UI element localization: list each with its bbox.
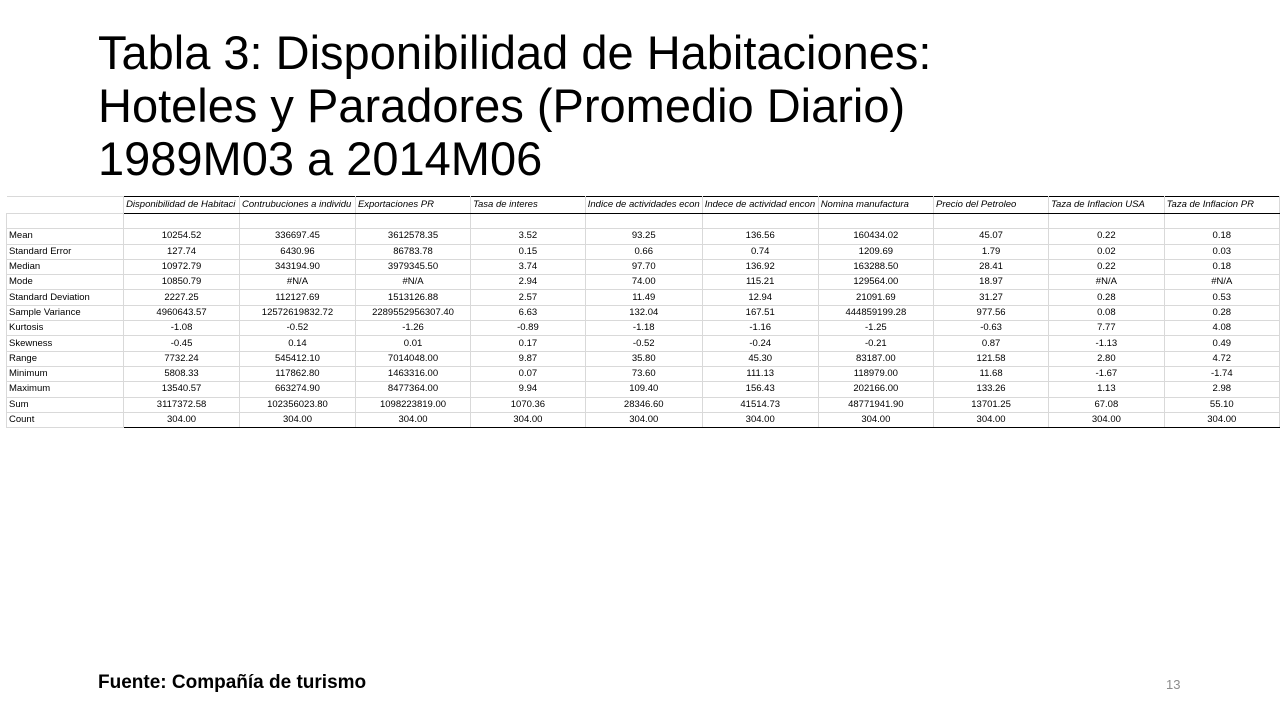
table-cell: 112127.69 xyxy=(240,290,356,305)
table-cell: 10972.79 xyxy=(124,259,240,274)
table-cell: 102356023.80 xyxy=(240,397,356,412)
table-cell: 18.97 xyxy=(934,275,1049,290)
column-header: Indece de actividad encon xyxy=(702,197,818,214)
row-label: Minimum xyxy=(7,366,124,381)
table-cell: 304.00 xyxy=(1049,412,1164,427)
table-cell: -1.13 xyxy=(1049,336,1164,351)
row-label: Count xyxy=(7,412,124,427)
table-cell: 132.04 xyxy=(585,305,702,320)
table-cell: 31.27 xyxy=(934,290,1049,305)
statistics-table-image xyxy=(6,196,1280,438)
blank-cell xyxy=(355,214,470,229)
table-cell: 48771941.90 xyxy=(818,397,933,412)
table-cell: 304.00 xyxy=(124,412,240,427)
table-cell: 977.56 xyxy=(934,305,1049,320)
table-cell: 121.58 xyxy=(934,351,1049,366)
table-cell: -0.24 xyxy=(702,336,818,351)
table-cell: 0.01 xyxy=(355,336,470,351)
table-cell: 136.92 xyxy=(702,259,818,274)
column-header: Taza de Inflacion PR xyxy=(1164,197,1279,214)
table-cell: 12572619832.72 xyxy=(240,305,356,320)
table-cell: 0.15 xyxy=(471,244,586,259)
table-cell: 0.49 xyxy=(1164,336,1279,351)
row-label: Maximum xyxy=(7,382,124,397)
table-cell: 6430.96 xyxy=(240,244,356,259)
blank-cell xyxy=(471,214,586,229)
table-cell: 10850.79 xyxy=(124,275,240,290)
table-cell: 1209.69 xyxy=(818,244,933,259)
table-cell: 0.28 xyxy=(1049,290,1164,305)
row-label: Standard Deviation xyxy=(7,290,124,305)
table-cell: 7.77 xyxy=(1049,321,1164,336)
table-cell: #N/A xyxy=(240,275,356,290)
table-cell: 67.08 xyxy=(1049,397,1164,412)
row-label: Skewness xyxy=(7,336,124,351)
table-cell: -0.21 xyxy=(818,336,933,351)
blank-cell xyxy=(240,214,356,229)
table-cell: 28.41 xyxy=(934,259,1049,274)
column-header: Precio del Petroleo xyxy=(934,197,1049,214)
table-cell: 304.00 xyxy=(585,412,702,427)
table-cell: 0.22 xyxy=(1049,229,1164,244)
blank-cell xyxy=(934,214,1049,229)
page-number: 13 xyxy=(1166,677,1181,692)
slide-title-line-3: 1989M03 a 2014M06 xyxy=(98,132,543,185)
table-cell: 304.00 xyxy=(240,412,356,427)
table-cell: 163288.50 xyxy=(818,259,933,274)
table-cell: 0.74 xyxy=(702,244,818,259)
table-cell: 0.87 xyxy=(934,336,1049,351)
table-cell: -0.45 xyxy=(124,336,240,351)
table-cell: 304.00 xyxy=(818,412,933,427)
table-cell: 109.40 xyxy=(585,382,702,397)
table-cell: 0.18 xyxy=(1164,259,1279,274)
table-row xyxy=(7,336,1280,351)
table-cell: 545412.10 xyxy=(240,351,356,366)
table-cell: 202166.00 xyxy=(818,382,933,397)
column-header: Taza de Inflacion USA xyxy=(1049,197,1164,214)
table-cell: 1.13 xyxy=(1049,382,1164,397)
descriptive-statistics-table xyxy=(6,196,1280,428)
table-row xyxy=(7,321,1280,336)
slide-title-line-1: Tabla 3: Disponibilidad de Habitaciones: xyxy=(98,26,932,79)
blank-cell xyxy=(818,214,933,229)
column-header: Tasa de interes xyxy=(471,197,586,214)
table-cell: -1.67 xyxy=(1049,366,1164,381)
table-cell: 4.72 xyxy=(1164,351,1279,366)
blank-cell xyxy=(1164,214,1279,229)
row-label: Standard Error xyxy=(7,244,124,259)
table-cell: 10254.52 xyxy=(124,229,240,244)
table-cell: 12.94 xyxy=(702,290,818,305)
blank-cell xyxy=(124,214,240,229)
table-cell: 0.18 xyxy=(1164,229,1279,244)
table-cell: 1070.36 xyxy=(471,397,586,412)
table-cell: -0.89 xyxy=(471,321,586,336)
table-cell: 1098223819.00 xyxy=(355,397,470,412)
table-cell: 133.26 xyxy=(934,382,1049,397)
table-cell: 118979.00 xyxy=(818,366,933,381)
table-cell: 0.66 xyxy=(585,244,702,259)
table-cell: -1.08 xyxy=(124,321,240,336)
table-cell: 73.60 xyxy=(585,366,702,381)
table-cell: 21091.69 xyxy=(818,290,933,305)
table-cell: 83187.00 xyxy=(818,351,933,366)
table-cell: 28346.60 xyxy=(585,397,702,412)
table-row xyxy=(7,244,1280,259)
slide-title xyxy=(98,26,1198,185)
table-cell: 3979345.50 xyxy=(355,259,470,274)
blank-cell xyxy=(585,214,702,229)
table-cell: -0.52 xyxy=(240,321,356,336)
table-cell: 0.08 xyxy=(1049,305,1164,320)
table-row xyxy=(7,259,1280,274)
row-label: Range xyxy=(7,351,124,366)
table-cell: 5808.33 xyxy=(124,366,240,381)
table-cell: -1.25 xyxy=(818,321,933,336)
table-body xyxy=(7,214,1280,428)
table-cell: 41514.73 xyxy=(702,397,818,412)
table-cell: 2.80 xyxy=(1049,351,1164,366)
table-cell: 6.63 xyxy=(471,305,586,320)
table-cell: 336697.45 xyxy=(240,229,356,244)
row-label: Kurtosis xyxy=(7,321,124,336)
table-cell: 136.56 xyxy=(702,229,818,244)
table-cell: -0.63 xyxy=(934,321,1049,336)
table-cell: 55.10 xyxy=(1164,397,1279,412)
table-cell: 7732.24 xyxy=(124,351,240,366)
table-cell: 156.43 xyxy=(702,382,818,397)
table-row xyxy=(7,397,1280,412)
column-header: Nomina manufactura xyxy=(818,197,933,214)
table-cell: 7014048.00 xyxy=(355,351,470,366)
column-header: Indice de actividades econ xyxy=(585,197,702,214)
table-cell: 3.74 xyxy=(471,259,586,274)
table-cell: 2.98 xyxy=(1164,382,1279,397)
table-cell: 2.57 xyxy=(471,290,586,305)
table-cell: 4.08 xyxy=(1164,321,1279,336)
table-cell: 304.00 xyxy=(1164,412,1279,427)
table-cell: -0.52 xyxy=(585,336,702,351)
blank-cell xyxy=(1049,214,1164,229)
column-header: Contrubuciones a individu xyxy=(240,197,356,214)
table-header-row xyxy=(7,197,1280,214)
table-cell: 0.17 xyxy=(471,336,586,351)
table-cell: 0.03 xyxy=(1164,244,1279,259)
table-cell: 0.53 xyxy=(1164,290,1279,305)
table-cell: 13701.25 xyxy=(934,397,1049,412)
table-cell: 35.80 xyxy=(585,351,702,366)
column-header: Disponibilidad de Habitaci xyxy=(124,197,240,214)
table-cell: 3612578.35 xyxy=(355,229,470,244)
row-label: Mean xyxy=(7,229,124,244)
table-cell: 93.25 xyxy=(585,229,702,244)
blank-row xyxy=(7,214,1280,229)
row-label: Median xyxy=(7,259,124,274)
table-cell: #N/A xyxy=(355,275,470,290)
table-cell: 129564.00 xyxy=(818,275,933,290)
row-label-header xyxy=(7,197,124,214)
table-row xyxy=(7,366,1280,381)
column-header: Exportaciones PR xyxy=(355,197,470,214)
table-cell: #N/A xyxy=(1164,275,1279,290)
table-cell: 111.13 xyxy=(702,366,818,381)
row-label: Sum xyxy=(7,397,124,412)
table-cell: 304.00 xyxy=(471,412,586,427)
table-cell: -1.74 xyxy=(1164,366,1279,381)
table-cell: 444859199.28 xyxy=(818,305,933,320)
table-row xyxy=(7,382,1280,397)
table-cell: 343194.90 xyxy=(240,259,356,274)
table-cell: 115.21 xyxy=(702,275,818,290)
table-cell: -1.16 xyxy=(702,321,818,336)
table-row xyxy=(7,275,1280,290)
table-cell: 8477364.00 xyxy=(355,382,470,397)
table-cell: 11.49 xyxy=(585,290,702,305)
table-row xyxy=(7,305,1280,320)
row-label: Mode xyxy=(7,275,124,290)
table-row xyxy=(7,351,1280,366)
table-cell: 0.07 xyxy=(471,366,586,381)
table-cell: 1463316.00 xyxy=(355,366,470,381)
table-cell: 3117372.58 xyxy=(124,397,240,412)
table-cell: 160434.02 xyxy=(818,229,933,244)
table-cell: 9.87 xyxy=(471,351,586,366)
table-row xyxy=(7,290,1280,305)
table-cell: #N/A xyxy=(1049,275,1164,290)
table-cell: -1.18 xyxy=(585,321,702,336)
table-cell: 2289552956307.40 xyxy=(355,305,470,320)
table-cell: 304.00 xyxy=(702,412,818,427)
table-cell: 45.07 xyxy=(934,229,1049,244)
table-cell: 167.51 xyxy=(702,305,818,320)
table-cell: 0.28 xyxy=(1164,305,1279,320)
source-footnote: Fuente: Compañía de turismo xyxy=(98,672,367,693)
table-cell: 2227.25 xyxy=(124,290,240,305)
blank-cell xyxy=(702,214,818,229)
table-cell: 0.22 xyxy=(1049,259,1164,274)
table-cell: 4960643.57 xyxy=(124,305,240,320)
table-cell: 304.00 xyxy=(355,412,470,427)
table-cell: 97.70 xyxy=(585,259,702,274)
table-row xyxy=(7,412,1280,427)
table-cell: 74.00 xyxy=(585,275,702,290)
table-cell: 2.94 xyxy=(471,275,586,290)
table-cell: 0.14 xyxy=(240,336,356,351)
table-cell: 0.02 xyxy=(1049,244,1164,259)
row-label: Sample Variance xyxy=(7,305,124,320)
table-cell: 3.52 xyxy=(471,229,586,244)
table-cell: 86783.78 xyxy=(355,244,470,259)
table-cell: 45.30 xyxy=(702,351,818,366)
table-cell: 9.94 xyxy=(471,382,586,397)
blank-cell xyxy=(7,214,124,229)
table-cell: 127.74 xyxy=(124,244,240,259)
table-cell: 1513126.88 xyxy=(355,290,470,305)
slide-title-line-2: Hoteles y Paradores (Promedio Diario) xyxy=(98,79,906,132)
table-cell: 11.68 xyxy=(934,366,1049,381)
table-cell: 13540.57 xyxy=(124,382,240,397)
table-cell: -1.26 xyxy=(355,321,470,336)
table-cell: 117862.80 xyxy=(240,366,356,381)
table-cell: 1.79 xyxy=(934,244,1049,259)
table-cell: 663274.90 xyxy=(240,382,356,397)
table-row xyxy=(7,229,1280,244)
table-cell: 304.00 xyxy=(934,412,1049,427)
